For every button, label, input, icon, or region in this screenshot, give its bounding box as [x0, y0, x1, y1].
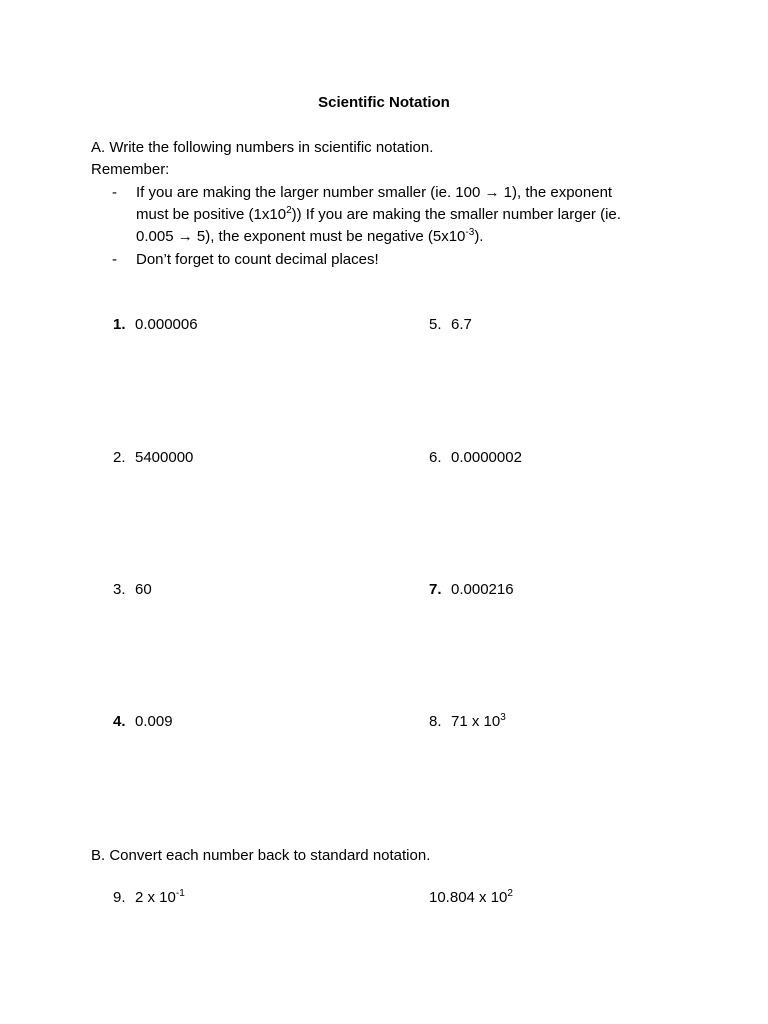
- bullet-1-text-b: 1), the exponent: [499, 184, 613, 201]
- problem-value: [429, 889, 513, 906]
- page-title: Scientific Notation: [318, 94, 450, 111]
- problem-3: [113, 581, 152, 598]
- bullet-1-text-d: )) If you are making the smaller number larger (ie.: [291, 206, 621, 223]
- section-b-heading: B. Convert each number back to standard notation.: [91, 847, 431, 864]
- bullet-1-line-1: [136, 184, 612, 201]
- problem-9: [113, 889, 185, 906]
- bullet-1-line-2: [136, 206, 621, 223]
- bullet-1-line-3: [136, 228, 483, 245]
- problem-value: [135, 889, 185, 906]
- bullet-1-text-g: ).: [474, 228, 484, 245]
- right-arrow-icon: →: [484, 184, 500, 201]
- problem-value-base: 71 x 10: [451, 713, 501, 730]
- bullet-1-text-f: 5), the exponent must be negative (5x10: [192, 228, 466, 245]
- problem-number: 9.: [113, 889, 126, 906]
- problem-value: 0.000216: [451, 581, 514, 598]
- bullet-2: Don’t forget to count decimal places!: [136, 251, 379, 268]
- problem-value-base: 2 x 10: [135, 889, 176, 906]
- right-arrow-icon: →: [177, 228, 193, 245]
- bullet-1-text-c: must be positive (1x10: [136, 206, 287, 223]
- bullet-dash-2: -: [112, 251, 117, 268]
- problem-1: [113, 316, 198, 333]
- problem-value: 0.0000002: [451, 449, 522, 466]
- exponent-positive: 2: [286, 205, 292, 216]
- problem-number: 1.: [113, 316, 126, 333]
- exponent-negative: -3: [465, 227, 475, 238]
- section-a-heading: A. Write the following numbers in scientific notation.: [91, 139, 434, 156]
- problem-number: 7.: [429, 581, 442, 598]
- problem-value-base: 10.804 x 10: [429, 889, 508, 906]
- problem-number: 8.: [429, 713, 442, 730]
- remember-label: Remember:: [91, 161, 170, 178]
- problem-7: [429, 581, 514, 598]
- problem-number: 6.: [429, 449, 442, 466]
- problem-4: [113, 713, 173, 730]
- problem-5: [429, 316, 472, 333]
- problem-2: [113, 449, 193, 466]
- problem-8: [429, 713, 506, 730]
- problem-value: 5400000: [135, 449, 194, 466]
- problem-value: 0.000006: [135, 316, 198, 333]
- problem-value-exponent: 3: [500, 712, 506, 723]
- problem-value-exponent: 2: [507, 888, 513, 899]
- problem-number: 5.: [429, 316, 442, 333]
- bullet-dash-1: -: [112, 184, 117, 201]
- problem-6: [429, 449, 522, 466]
- problem-number: 3.: [113, 581, 126, 598]
- bullet-1-text-e: 0.005: [136, 228, 178, 245]
- problem-value-exponent: -1: [175, 888, 185, 899]
- problem-value: 60: [135, 581, 152, 598]
- bullet-1-text-a: If you are making the larger number smaller (ie. 100: [136, 184, 485, 201]
- problem-number: 4.: [113, 713, 126, 730]
- problem-value: 6.7: [451, 316, 472, 333]
- problem-value: 0.009: [135, 713, 173, 730]
- problem-value: [451, 713, 506, 730]
- problem-number: 2.: [113, 449, 126, 466]
- problem-10: [429, 889, 513, 906]
